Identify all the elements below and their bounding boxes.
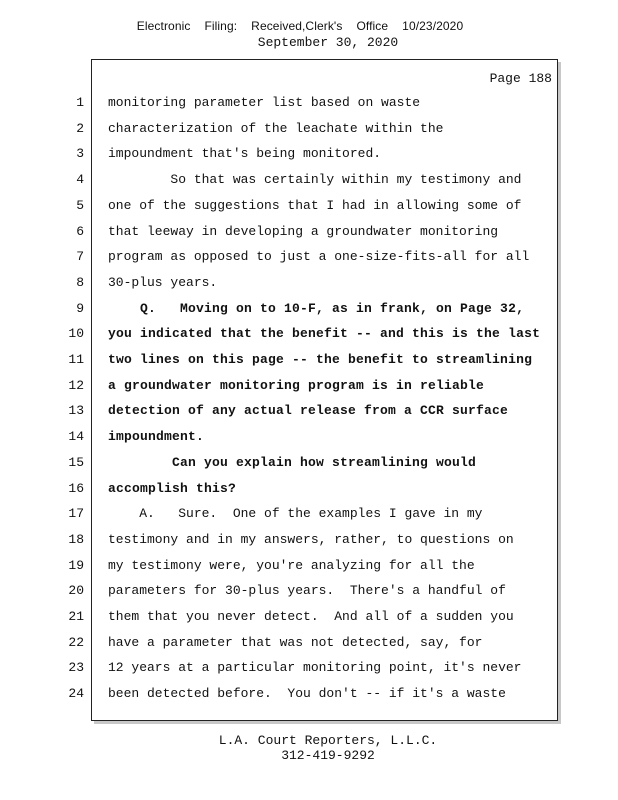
line-number: 18 [68, 531, 84, 547]
line-text: two lines on this page -- the benefit to streamlining [108, 352, 533, 367]
line-number: 24 [68, 686, 84, 702]
line-number: 15 [68, 454, 84, 470]
line-number: 13 [68, 403, 84, 419]
line-number: 6 [76, 223, 84, 239]
line-number: 22 [68, 634, 84, 650]
footer-company: L.A. Court Reporters, L.L.C. [218, 733, 438, 748]
line-text: A. Sure. One of the examples I gave in my [108, 506, 483, 522]
stamp-filing: Filing: [204, 19, 238, 33]
line-text: testimony and in my answers, rather, to questions on [108, 531, 514, 547]
line-number: 17 [68, 506, 84, 522]
line-text: Q. Moving on to 10-F, as in frank, on Page 32, [108, 300, 525, 316]
transcript-line [0, 119, 560, 139]
line-number: 12 [68, 377, 84, 393]
line-number: 7 [76, 249, 84, 265]
stamp-date: 10/23/2020 [402, 19, 464, 33]
line-text: that leeway in developing a groundwater monitoring [108, 223, 499, 239]
line-text: you indicated that the benefit -- and this is the last [108, 326, 541, 342]
line-number: 1 [76, 95, 84, 110]
line-number: 23 [68, 660, 84, 676]
line-text: been detected before. You don't -- if it's a waste [108, 686, 506, 702]
transcript-line [0, 556, 560, 576]
line-text: have a parameter that was not detected, say, for [108, 634, 483, 650]
line-number: 3 [76, 146, 84, 162]
line-number: 14 [68, 429, 84, 445]
line-text: my testimony were, you're analyzing for all the [108, 557, 475, 573]
transcript-line [0, 247, 560, 267]
transcript-line [0, 658, 560, 678]
line-number: 8 [76, 274, 84, 290]
transcript-line [0, 350, 560, 370]
line-text: So that was certainly within my testimony and [108, 172, 522, 188]
line-number: 5 [76, 197, 84, 213]
line-text: Can you explain how streamlining would [108, 454, 477, 470]
transcript-line [0, 479, 560, 499]
transcript-line [0, 144, 560, 164]
filing-stamp [0, 19, 600, 33]
transcript-line [0, 504, 560, 524]
line-text: impoundment. [108, 429, 205, 445]
transcript-line [0, 376, 560, 396]
transcript-date: September 30, 2020 [257, 35, 399, 50]
transcript-line [0, 581, 560, 601]
line-text: them that you never detect. And all of a sudden you [108, 609, 514, 624]
stamp-electronic: Electronic [136, 19, 191, 33]
line-number: 4 [76, 172, 84, 188]
transcript-line [0, 453, 560, 473]
transcript-line [0, 324, 560, 344]
line-text: one of the suggestions that I had in allowing some of [108, 197, 522, 213]
line-number: 11 [68, 352, 84, 367]
line-text: monitoring parameter list based on waste [108, 95, 421, 110]
transcript-line [0, 222, 560, 242]
transcript-line [0, 170, 560, 190]
line-number: 16 [68, 480, 84, 496]
line-number: 9 [76, 300, 84, 316]
stamp-office: Office [356, 19, 389, 33]
transcript-line [0, 427, 560, 447]
transcript-line [0, 530, 560, 550]
page-number: Page 188 [489, 71, 552, 86]
line-text: detection of any actual release from a CCR surface [108, 403, 509, 419]
line-text: accomplish this? [108, 480, 237, 496]
transcript-line [0, 93, 560, 113]
line-number: 2 [76, 120, 84, 136]
line-text: parameters for 30-plus years. There's a handful of [108, 583, 506, 599]
page-footer [0, 733, 618, 763]
stamp-received: Received,Clerk's [251, 19, 343, 33]
line-number: 10 [68, 326, 84, 342]
footer-phone: 312-419-9292 [281, 748, 375, 763]
transcript-line [0, 273, 560, 293]
transcript-line [0, 684, 560, 704]
line-text: a groundwater monitoring program is in reliable [108, 377, 485, 393]
transcript-line [0, 401, 560, 421]
transcript-line [0, 299, 560, 319]
line-text: 12 years at a particular monitoring point, it's never [108, 660, 522, 676]
line-text: impoundment that's being monitored. [108, 146, 382, 162]
line-number: 19 [68, 557, 84, 573]
line-number: 21 [68, 609, 84, 624]
line-text: program as opposed to just a one-size-fits-all for all [108, 249, 530, 265]
transcript-line [0, 607, 560, 627]
line-number: 20 [68, 583, 84, 599]
transcript-line [0, 633, 560, 653]
transcript-line [0, 196, 560, 216]
line-text: characterization of the leachate within the [108, 120, 444, 136]
line-text: 30-plus years. [108, 274, 218, 290]
